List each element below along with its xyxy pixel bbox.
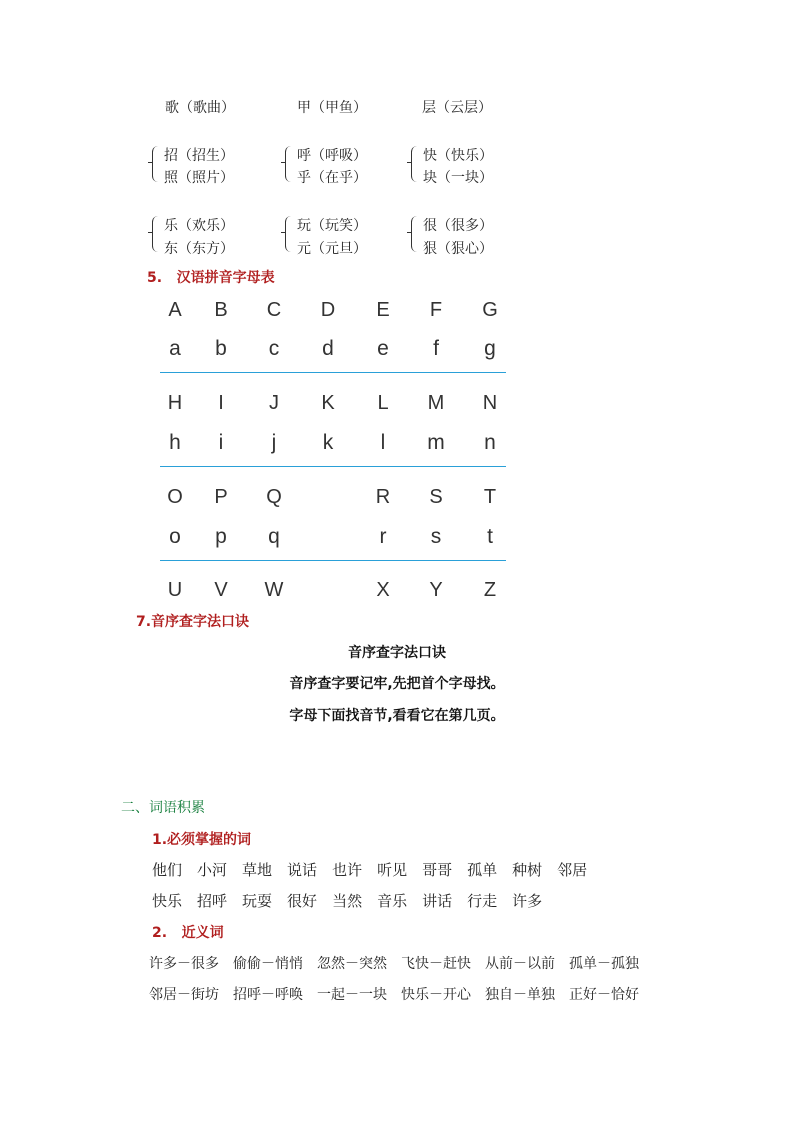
alphabet-letter: i bbox=[218, 431, 224, 454]
alphabet-letter: p bbox=[215, 525, 227, 548]
alphabet-letter: U bbox=[167, 579, 183, 601]
alphabet-letter: b bbox=[215, 337, 227, 360]
pair-top: 很（很多） bbox=[423, 218, 493, 234]
alphabet-letter: t bbox=[487, 525, 493, 548]
alphabet-letter: Z bbox=[483, 579, 497, 601]
alphabet-letter: k bbox=[322, 431, 334, 454]
word-list bbox=[152, 890, 557, 911]
alphabet-letter: S bbox=[429, 486, 443, 508]
vocab-word: 招呼 bbox=[197, 892, 228, 910]
word-list bbox=[152, 859, 602, 880]
pair-bottom: 乎（在乎） bbox=[297, 170, 367, 186]
char-entry: 层（云层） bbox=[422, 100, 492, 116]
vocab-word: 孤单 bbox=[467, 861, 498, 879]
pair-top: 呼（呼吸） bbox=[297, 148, 367, 164]
vocab-word: 快乐 bbox=[152, 892, 183, 910]
alphabet-letter: n bbox=[484, 431, 496, 454]
alphabet-letter: J bbox=[269, 392, 279, 414]
poem-line: 音序查字要记牢,先把首个字母找。 bbox=[289, 676, 505, 692]
section7-title: 7.音序查字法口诀 bbox=[136, 614, 250, 630]
alphabet-letter: B bbox=[214, 299, 228, 321]
alphabet-letter: I bbox=[218, 392, 224, 414]
poem-line: 字母下面找音节,看看它在第几页。 bbox=[289, 708, 505, 724]
pair-top: 招（招生） bbox=[164, 148, 234, 164]
synonym-pair: 许多－很多 bbox=[149, 956, 219, 972]
sub2-title: 2. 近义词 bbox=[152, 925, 224, 941]
alphabet-letter: G bbox=[482, 299, 498, 321]
alphabet-letter: m bbox=[427, 431, 445, 454]
alphabet-letter: f bbox=[433, 337, 439, 360]
synonym-pair: 从前－以前 bbox=[485, 956, 555, 972]
pair-top: 快（快乐） bbox=[423, 148, 493, 164]
alphabet-letter: q bbox=[268, 525, 280, 548]
synonym-pair: 快乐－开心 bbox=[401, 987, 471, 1003]
alphabet-divider bbox=[160, 372, 506, 373]
alphabet-letter: l bbox=[380, 431, 386, 454]
synonym-list bbox=[149, 984, 653, 1004]
alphabet-letter: Y bbox=[429, 579, 443, 601]
pair-bottom: 元（元旦） bbox=[297, 241, 367, 257]
brace-icon bbox=[152, 216, 159, 252]
vocab-word: 听见 bbox=[377, 861, 408, 879]
alphabet-letter: a bbox=[169, 337, 181, 360]
alphabet-divider bbox=[160, 466, 506, 467]
synonym-pair: 忽然－突然 bbox=[317, 956, 387, 972]
alphabet-letter: C bbox=[266, 299, 282, 321]
synonym-list bbox=[149, 953, 653, 973]
alphabet-letter: g bbox=[484, 337, 496, 360]
alphabet-letter: W bbox=[264, 579, 284, 601]
synonym-pair: 偷偷－悄悄 bbox=[233, 956, 303, 972]
alphabet-letter: d bbox=[322, 337, 334, 360]
alphabet-letter: e bbox=[377, 337, 389, 360]
alphabet-letter: R bbox=[375, 486, 391, 508]
alphabet-letter: T bbox=[483, 486, 497, 508]
alphabet-letter: K bbox=[321, 392, 335, 414]
synonym-pair: 招呼－呼唤 bbox=[233, 987, 303, 1003]
alphabet-letter: D bbox=[320, 299, 336, 321]
alphabet-letter: o bbox=[169, 525, 181, 548]
pair-bottom: 狠（狠心） bbox=[423, 241, 493, 257]
char-entry: 歌（歌曲） bbox=[165, 100, 235, 116]
vocab-word: 草地 bbox=[242, 861, 273, 879]
vocab-word: 玩耍 bbox=[242, 892, 273, 910]
synonym-pair: 独自－单独 bbox=[485, 987, 555, 1003]
synonym-pair: 一起－一块 bbox=[317, 987, 387, 1003]
alphabet-letter: j bbox=[271, 431, 277, 454]
alphabet-letter: s bbox=[430, 525, 442, 548]
vocab-word: 也许 bbox=[332, 861, 363, 879]
vocab-word: 他们 bbox=[152, 861, 183, 879]
part2-title: 二、词语积累 bbox=[121, 800, 205, 816]
vocab-word: 小河 bbox=[197, 861, 228, 879]
synonym-pair: 邻居－街坊 bbox=[149, 987, 219, 1003]
brace-icon bbox=[285, 216, 292, 252]
alphabet-letter: E bbox=[376, 299, 390, 321]
alphabet-letter: L bbox=[377, 392, 389, 414]
alphabet-letter: P bbox=[214, 486, 228, 508]
vocab-word: 行走 bbox=[467, 892, 498, 910]
vocab-word: 讲话 bbox=[422, 892, 453, 910]
synonym-pair: 孤单－孤独 bbox=[569, 956, 639, 972]
alphabet-letter: H bbox=[167, 392, 183, 414]
pair-top: 乐（欢乐） bbox=[164, 218, 234, 234]
alphabet-letter: O bbox=[167, 486, 183, 508]
alphabet-letter: X bbox=[376, 579, 390, 601]
alphabet-letter: Q bbox=[266, 486, 282, 508]
brace-icon bbox=[152, 146, 159, 182]
alphabet-letter: N bbox=[482, 392, 498, 414]
alphabet-letter: A bbox=[168, 299, 182, 321]
vocab-word: 种树 bbox=[512, 861, 543, 879]
alphabet-letter: F bbox=[429, 299, 443, 321]
pair-bottom: 照（照片） bbox=[164, 170, 234, 186]
synonym-pair: 正好－恰好 bbox=[569, 987, 639, 1003]
synonym-pair: 飞快－赶快 bbox=[401, 956, 471, 972]
vocab-word: 很好 bbox=[287, 892, 318, 910]
brace-icon bbox=[411, 146, 418, 182]
alphabet-divider bbox=[160, 560, 506, 561]
alphabet-letter: V bbox=[214, 579, 228, 601]
pair-top: 玩（玩笑） bbox=[297, 218, 367, 234]
vocab-word: 许多 bbox=[512, 892, 543, 910]
pair-bottom: 东（东方） bbox=[164, 241, 234, 257]
char-entry: 甲（甲鱼） bbox=[297, 100, 367, 116]
vocab-word: 邻居 bbox=[557, 861, 588, 879]
alphabet-letter: M bbox=[427, 392, 445, 414]
section5-title: 5. 汉语拼音字母表 bbox=[147, 270, 275, 286]
alphabet-letter: h bbox=[169, 431, 181, 454]
vocab-word: 音乐 bbox=[377, 892, 408, 910]
brace-icon bbox=[411, 216, 418, 252]
vocab-word: 说话 bbox=[287, 861, 318, 879]
vocab-word: 当然 bbox=[332, 892, 363, 910]
pair-bottom: 块（一块） bbox=[423, 170, 493, 186]
alphabet-letter: c bbox=[268, 337, 280, 360]
poem-title: 音序查字法口诀 bbox=[348, 645, 446, 661]
sub1-title: 1.必须掌握的词 bbox=[152, 832, 252, 848]
brace-icon bbox=[285, 146, 292, 182]
alphabet-letter: r bbox=[379, 525, 387, 548]
vocab-word: 哥哥 bbox=[422, 861, 453, 879]
